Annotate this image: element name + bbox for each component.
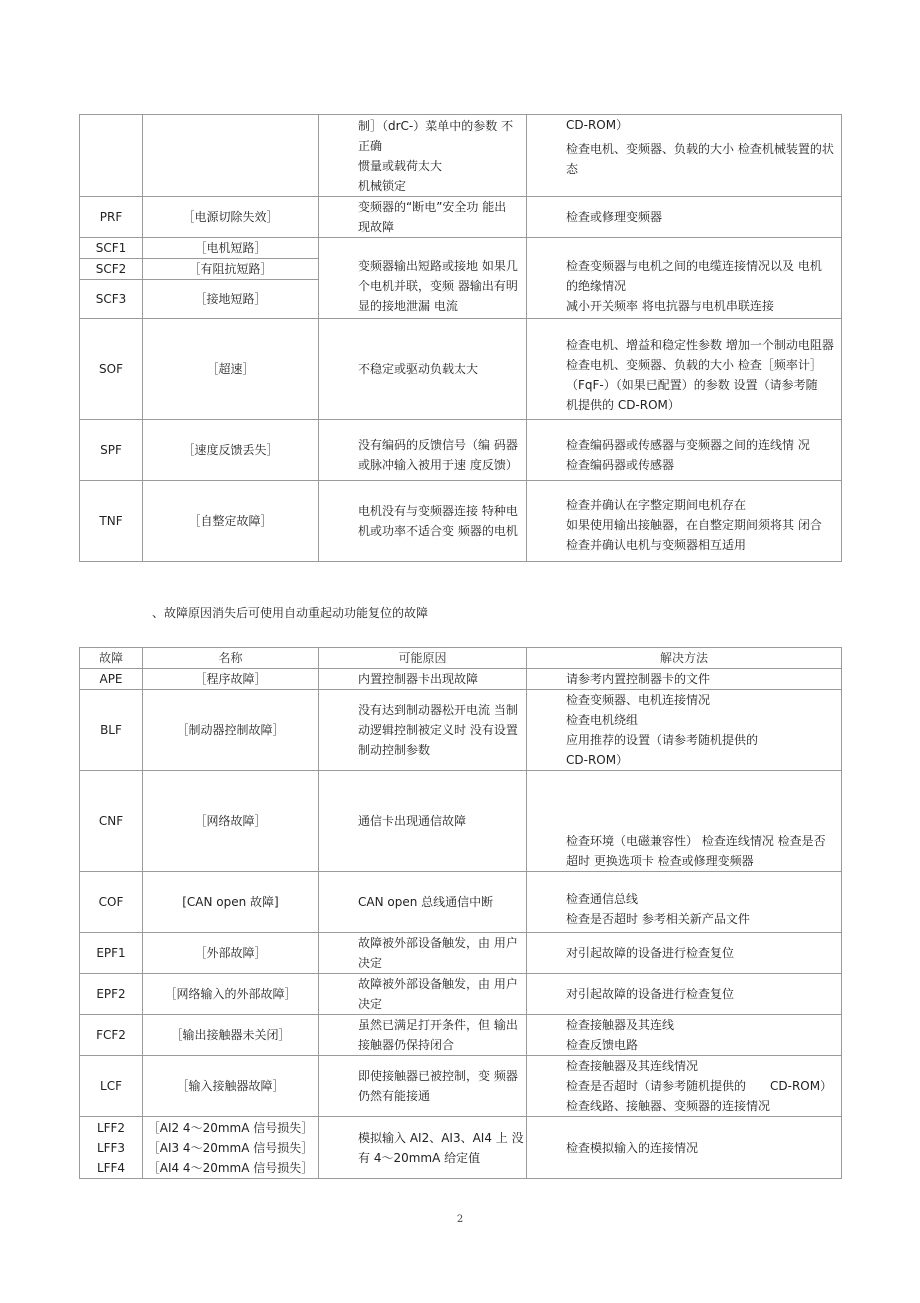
cause-line: 决定 [358,997,383,1011]
fault-code: EPF2 [80,974,143,1015]
cause-line: 不稳定或驱动负载太大 [358,362,479,376]
fault-code-cell [80,115,143,197]
solution-line: 如果使用输出接触器，在自整定期间须将其 闭合 [566,518,822,532]
fault-name: ［输出接触器未关闭］ [143,1015,319,1056]
fault-name: ［有阻抗短路］ [143,259,319,280]
fault-code: LFF3 [96,1140,126,1155]
solution-line: 检查接触器及其连线 [566,1018,675,1032]
cause-line: 通信卡出现通信故障 [358,814,467,828]
solution-line: 检查是否超时（请参考随机提供的 CD-ROM） [566,1079,833,1093]
fault-name: ［网络输入的外部故障］ [143,974,319,1015]
table-row [80,669,842,690]
solution-line: 检查电机绕组 [566,713,639,727]
solution-cell [527,115,842,197]
fault-code: LFF4 [96,1160,126,1175]
solution-cell [527,1056,842,1117]
solution-line: 检查电机、增益和稳定性参数 增加一个制动电阻器 [566,338,834,352]
table-header-row [80,648,842,669]
solution-line: 检查变频器、电机连接情况 [566,693,711,707]
solution-line: 检查接触器及其连线情况 [566,1059,699,1073]
fault-code-group [80,1117,143,1179]
table-row [80,933,842,974]
solution-line: 请参考内置控制器卡的文件 [566,672,711,686]
fault-code: SPF [80,420,143,481]
fault-table-continued [79,114,842,562]
cause-line: 没有达到制动器松开电流 当制 [358,703,518,717]
cause-line: 变频器输出短路或接地 如果几 [358,259,518,273]
column-header-cause: 可能原因 [319,648,527,669]
solution-line: 检查编码器或传感器与变频器之间的连线情 况 [566,438,810,452]
solution-line: 检查电机、变频器、负载的大小 检查［频率计］ [566,358,822,372]
solution-line: 检查模拟输入的连接情况 [566,1140,699,1155]
cause-cell [319,933,527,974]
cause-line: 正确 [358,138,383,153]
column-header-solution: 解决方法 [527,648,842,669]
cause-line: 变频器的“断电”安全功 能出 [358,200,507,214]
fault-name: ［AI3 4～20mmA 信号损失］ [147,1140,314,1155]
solution-line: （FqF-）（如果已配置）的参数 设置（请参考随 [566,378,818,392]
solution-cell [527,771,842,872]
solution-line: 检查或修理变频器 [566,210,663,224]
solution-line: 超时 更换选项卡 检查或修理变频器 [566,854,754,868]
cause-line: 故障被外部设备触发，由 用户 [358,977,518,991]
fault-name: ［电机短路］ [143,238,319,259]
fault-name: ［程序故障］ [143,669,319,690]
cause-line: 现故障 [358,220,395,234]
cause-cell [319,1015,527,1056]
cause-line: 接触器仍保持闭合 [358,1038,455,1052]
cause-line: 制］（drC-）菜单中的参数 不 [358,118,514,133]
solution-line: 态 [566,162,579,176]
solution-cell [527,197,842,238]
cause-cell [319,197,527,238]
solution-cell [527,974,842,1015]
solution-cell [527,238,842,319]
cause-cell [319,115,527,197]
fault-code: COF [80,872,143,933]
table-row [80,238,842,259]
solution-line: CD-ROM） [566,118,629,132]
cause-line: 机械锁定 [358,178,407,193]
cause-cell [319,319,527,420]
cause-cell [319,1056,527,1117]
solution-line: 的绝缘情况 [566,279,627,293]
cause-line: CAN open 总线通信中断 [358,895,494,909]
solution-line: 减小开关频率 将电抗器与电机串联连接 [566,299,774,313]
solution-line: 对引起故障的设备进行检查复位 [566,987,735,1001]
solution-line: 检查电机、变频器、负载的大小 检查机械装置的状 [566,142,834,156]
cause-line: 或脉冲输入被用于速 度反馈） [358,458,518,472]
fault-code: SOF [80,319,143,420]
solution-line: 检查环境（电磁兼容性） 检查连线情况 检查是否 [566,834,826,848]
table-row [80,115,842,197]
cause-cell [319,690,527,771]
table-row [80,319,842,420]
cause-line: 惯量或载荷太大 [358,158,443,173]
table-row [80,690,842,771]
solution-line: 检查编码器或传感器 [566,458,675,472]
fault-code: APE [80,669,143,690]
cause-cell [319,481,527,562]
solution-line: 检查是否超时 参考相关新产品文件 [566,912,750,926]
column-header-name: 名称 [143,648,319,669]
fault-name: ［电源切除失效］ [143,197,319,238]
solution-line: 应用推荐的设置（请参考随机提供的 [566,733,759,747]
fault-code: CNF [80,771,143,872]
cause-cell [319,669,527,690]
cause-line: 虽然已满足打开条件，但 输出 [358,1018,518,1032]
section-title: 、故障原因消失后可使用自动重起动功能复位的故障 [152,606,429,620]
cause-cell [319,420,527,481]
cause-line: 机或功率不适合变 频器的电机 [358,524,518,538]
solution-cell [527,690,842,771]
solution-line: 检查并确认在字整定期间电机存在 [566,498,747,512]
fault-code: SCF2 [80,259,143,280]
table-row [80,771,842,872]
fault-code: LFF2 [96,1120,126,1135]
solution-cell [527,669,842,690]
solution-cell [527,1117,842,1179]
cause-line: 故障被外部设备触发，由 用户 [358,936,518,950]
solution-line: 机提供的 CD-ROM） [566,398,680,412]
solution-line: 检查线路、接触器、变频器的连接情况 [566,1099,771,1113]
fault-name: [CAN open 故障] [143,872,319,933]
solution-cell [527,319,842,420]
fault-name: ［速度反馈丢失］ [143,420,319,481]
fault-name: ［接地短路］ [143,280,319,319]
fault-code: LCF [80,1056,143,1117]
cause-line: 电机没有与变频器连接 特种电 [358,504,518,518]
solution-line: CD-ROM） [566,753,629,767]
cause-line: 模拟输入 AI2、AI3、AI4 上 没 [358,1130,524,1145]
cause-line: 没有编码的反馈信号（编 码器 [358,438,518,452]
table-row [80,1117,842,1179]
fault-name-group [143,1117,319,1179]
fault-name: ［超速］ [143,319,319,420]
table-row [80,1056,842,1117]
cause-line: 内置控制器卡出现故障 [358,672,479,686]
table-row [80,481,842,562]
cause-line: 动逻辑控制被定义时 没有设置 [358,723,518,737]
fault-name-cell [143,115,319,197]
auto-restart-fault-table [79,647,842,1179]
solution-line: 检查并确认电机与变频器相互适用 [566,538,747,552]
fault-name: ［AI2 4～20mmA 信号损失］ [147,1120,314,1135]
solution-cell [527,420,842,481]
cause-line: 制动控制参数 [358,743,431,757]
cause-line: 决定 [358,956,383,970]
fault-name: ［外部故障］ [143,933,319,974]
solution-line: 检查变频器与电机之间的电缆连接情况以及 电机 [566,259,822,273]
fault-name: ［自整定故障］ [143,481,319,562]
cause-cell [319,974,527,1015]
page-number: 2 [456,1214,464,1225]
solution-line: 对引起故障的设备进行检查复位 [566,946,735,960]
fault-code: BLF [80,690,143,771]
table-row [80,197,842,238]
solution-cell [527,481,842,562]
column-header-code: 故障 [80,648,143,669]
cause-cell [319,872,527,933]
fault-name: ［制动器控制故障］ [143,690,319,771]
solution-line: 检查反馈电路 [566,1038,639,1052]
fault-code: TNF [80,481,143,562]
fault-name: ［输入接触器故障］ [143,1056,319,1117]
cause-line: 仍然有能接通 [358,1089,431,1103]
fault-code: SCF3 [80,280,143,319]
fault-code: FCF2 [80,1015,143,1056]
fault-code: SCF1 [80,238,143,259]
cause-line: 个电机并联，变频 器输出有明 [358,279,518,293]
cause-line: 即使接触器已被控制，变 频器 [358,1069,518,1083]
cause-cell [319,1117,527,1179]
table-row [80,420,842,481]
cause-cell [319,238,527,319]
fault-name: ［网络故障］ [143,771,319,872]
table-row [80,974,842,1015]
cause-cell [319,771,527,872]
solution-line: 检查通信总线 [566,892,639,906]
fault-name: ［AI4 4～20mmA 信号损失］ [147,1160,314,1175]
cause-line: 显的接地泄漏 电流 [358,299,458,313]
cause-line: 有 4～20mmA 给定值 [358,1150,481,1165]
solution-cell [527,872,842,933]
fault-code: EPF1 [80,933,143,974]
solution-cell [527,933,842,974]
table-row [80,1015,842,1056]
solution-cell [527,1015,842,1056]
table-row [80,872,842,933]
fault-code: PRF [80,197,143,238]
